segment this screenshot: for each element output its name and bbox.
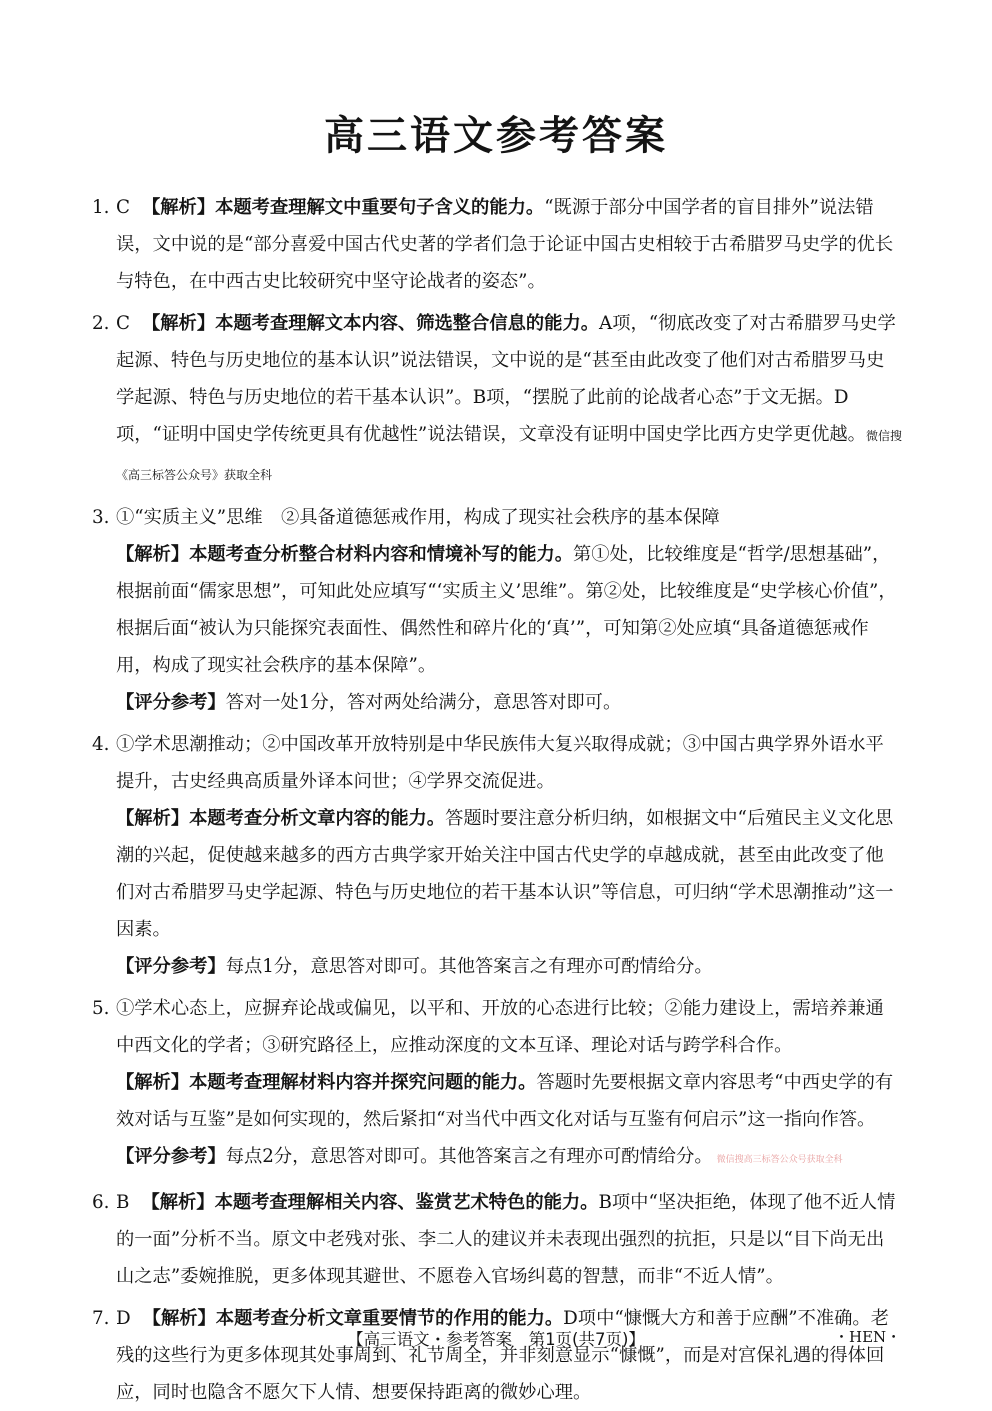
question-7: [92, 1300, 902, 1411]
question-number: 4.: [92, 734, 110, 755]
answer-text: ①学术思潮推动；②中国改革开放特别是中华民族伟大复兴取得成就；③中国古典学界外语水平提升，古史经典高质量外译本问世；④学界交流促进。: [116, 734, 884, 792]
analysis-lead: 本题考查分析整合材料内容和情境补写的能力。: [189, 544, 574, 565]
analysis-text: D项中“慷慨大方和善于应酬”不准确。老残的这些行为更多体现其处事周到、礼节周全，并非刻意显示“慷慨”，而是对宫保礼遇的得体回应，同时也隐含不愿欠下人情、想要保持距离的微妙心理。: [116, 1308, 889, 1403]
analysis-text: 答题时要注意分析归纳，如根据文中“后殖民主义文化思潮的兴起，促使越来越多的西方古典学家开始关注中国古代史学的卓越成就，甚至由此改变了他们对古希腊罗马史学起源、特色与历史地位的若干基本认识”等信息，可归纳“学术思潮推动”这一因素。: [116, 808, 894, 940]
question-5-scoring: [92, 1138, 902, 1179]
analysis-text: 答题时先要根据文章内容思考“中西史学的有效对话与互鉴”是如何实现的，然后紧扣“对当代中西文化对话与互鉴有何启示”这一指向作答。: [116, 1072, 894, 1130]
analysis-label: 【解析】: [116, 1072, 190, 1093]
question-2: [92, 305, 902, 494]
answer-letter: B: [116, 1192, 130, 1213]
question-number: 2.: [92, 313, 110, 334]
analysis-lead: 本题考查理解相关内容、鉴赏艺术特色的能力。: [214, 1192, 599, 1213]
analysis-lead: 本题考查理解材料内容并探究问题的能力。: [189, 1072, 537, 1093]
question-4: [92, 726, 902, 800]
scoring-label: 【评分参考】: [116, 692, 226, 713]
answer-letter: D: [116, 1308, 131, 1329]
analysis-label: 【解析】: [116, 544, 190, 565]
question-number: 3.: [92, 507, 110, 528]
question-5-analysis: [92, 1064, 902, 1138]
answer-text: ①学术心态上，应摒弃论战或偏见，以平和、开放的心态进行比较；②能力建设上，需培养兼通中西文化的学者；③研究路径上，应推动深度的文本互译、理论对话与跨学科合作。: [116, 998, 884, 1056]
analysis-label: 【解析】: [142, 1308, 216, 1329]
watermark: 微信搜高三标答公众号获取全科: [716, 1155, 843, 1165]
question-6: [92, 1184, 902, 1295]
analysis-label: 【解析】: [142, 313, 216, 334]
question-3-analysis: [92, 536, 902, 684]
question-number: 5.: [92, 998, 110, 1019]
region-code: ・HEN・: [834, 1328, 902, 1346]
question-3: [92, 499, 902, 536]
scoring-text: 每点1分，意思答对即可。其他答案言之有理亦可酌情给分。: [225, 956, 713, 977]
wechat-note: 微信搜《高三标答公众号》获取全科: [116, 429, 902, 482]
analysis-text: “既源于部分中国学者的盲目排外”说法错误，文中说的是“部分喜爱中国古代史著的学者们急于论证中国古史相较于古希腊罗马史学的优长与特色，在中西古史比较研究中坚守论战者的姿态”。: [116, 197, 894, 292]
analysis-label: 【解析】: [116, 808, 190, 829]
scoring-label: 【评分参考】: [116, 1146, 226, 1167]
question-number: 1.: [92, 197, 110, 218]
answer-letter: C: [116, 313, 130, 334]
scoring-label: 【评分参考】: [116, 956, 226, 977]
analysis-lead: 本题考查理解文本内容、筛选整合信息的能力。: [215, 313, 600, 334]
question-number: 7.: [92, 1308, 110, 1329]
question-number: 6.: [92, 1192, 110, 1213]
answer-text: ①“实质主义”思维 ②具备道德惩戒作用，构成了现实社会秩序的基本保障: [116, 507, 720, 528]
scoring-text: 每点2分，意思答对即可。其他答案言之有理亦可酌情给分。: [225, 1146, 713, 1167]
question-4-analysis: [92, 800, 902, 948]
analysis-lead: 本题考查分析文章内容的能力。: [189, 808, 446, 829]
analysis-lead: 本题考查分析文章重要情节的作用的能力。: [215, 1308, 564, 1329]
answer-list: [92, 189, 902, 1411]
analysis-text: 第①处，比较维度是“哲学/思想基础”，根据前面“儒家思想”，可知此处应填写“‘实质主义’思维”。第②处，比较维度是“史学核心价值”，根据后面“被认为只能探究表面性、偶然性和碎片化的‘真’”，可知第②处应填“具备道德惩戒作用，构成了现实社会秩序的基本保障”。: [116, 544, 897, 676]
question-1: [92, 189, 902, 300]
analysis-label: 【解析】: [142, 197, 216, 218]
analysis-label: 【解析】: [141, 1192, 215, 1213]
page-title: 高三语文参考答案: [324, 113, 668, 159]
answer-letter: C: [116, 197, 130, 218]
scoring-text: 答对一处1分，答对两处给满分，意思答对即可。: [225, 692, 622, 713]
question-4-scoring: [92, 948, 902, 985]
analysis-text: B项中“坚决拒绝，体现了他不近人情的一面”分析不当。原文中老残对张、李二人的建议并未表现出强烈的抗拒，只是以“目下尚无出山之志”委婉推脱，更多体现其避世、不愿卷入官场纠葛的智慧，而非“不近人情”。: [116, 1192, 896, 1287]
question-5: [92, 990, 902, 1064]
question-3-scoring: [92, 684, 902, 721]
analysis-lead: 本题考查理解文中重要句子含义的能力。: [215, 197, 545, 218]
analysis-text: A项，“彻底改变了对古希腊罗马史学起源、特色与历史地位的基本认识”说法错误，文中说的是“甚至由此改变了他们对古希腊罗马史学起源、特色与历史地位的若干基本认识”。B项，“摆脱了此前的论战者心态”于文无据。D项，“证明中国史学传统更具有优越性”说法错误，文章没有证明中国史学比西方史学更优越。: [116, 313, 896, 445]
page-footer: 【高三语文・参考答案 第1页(共7页)】: [347, 1330, 645, 1349]
